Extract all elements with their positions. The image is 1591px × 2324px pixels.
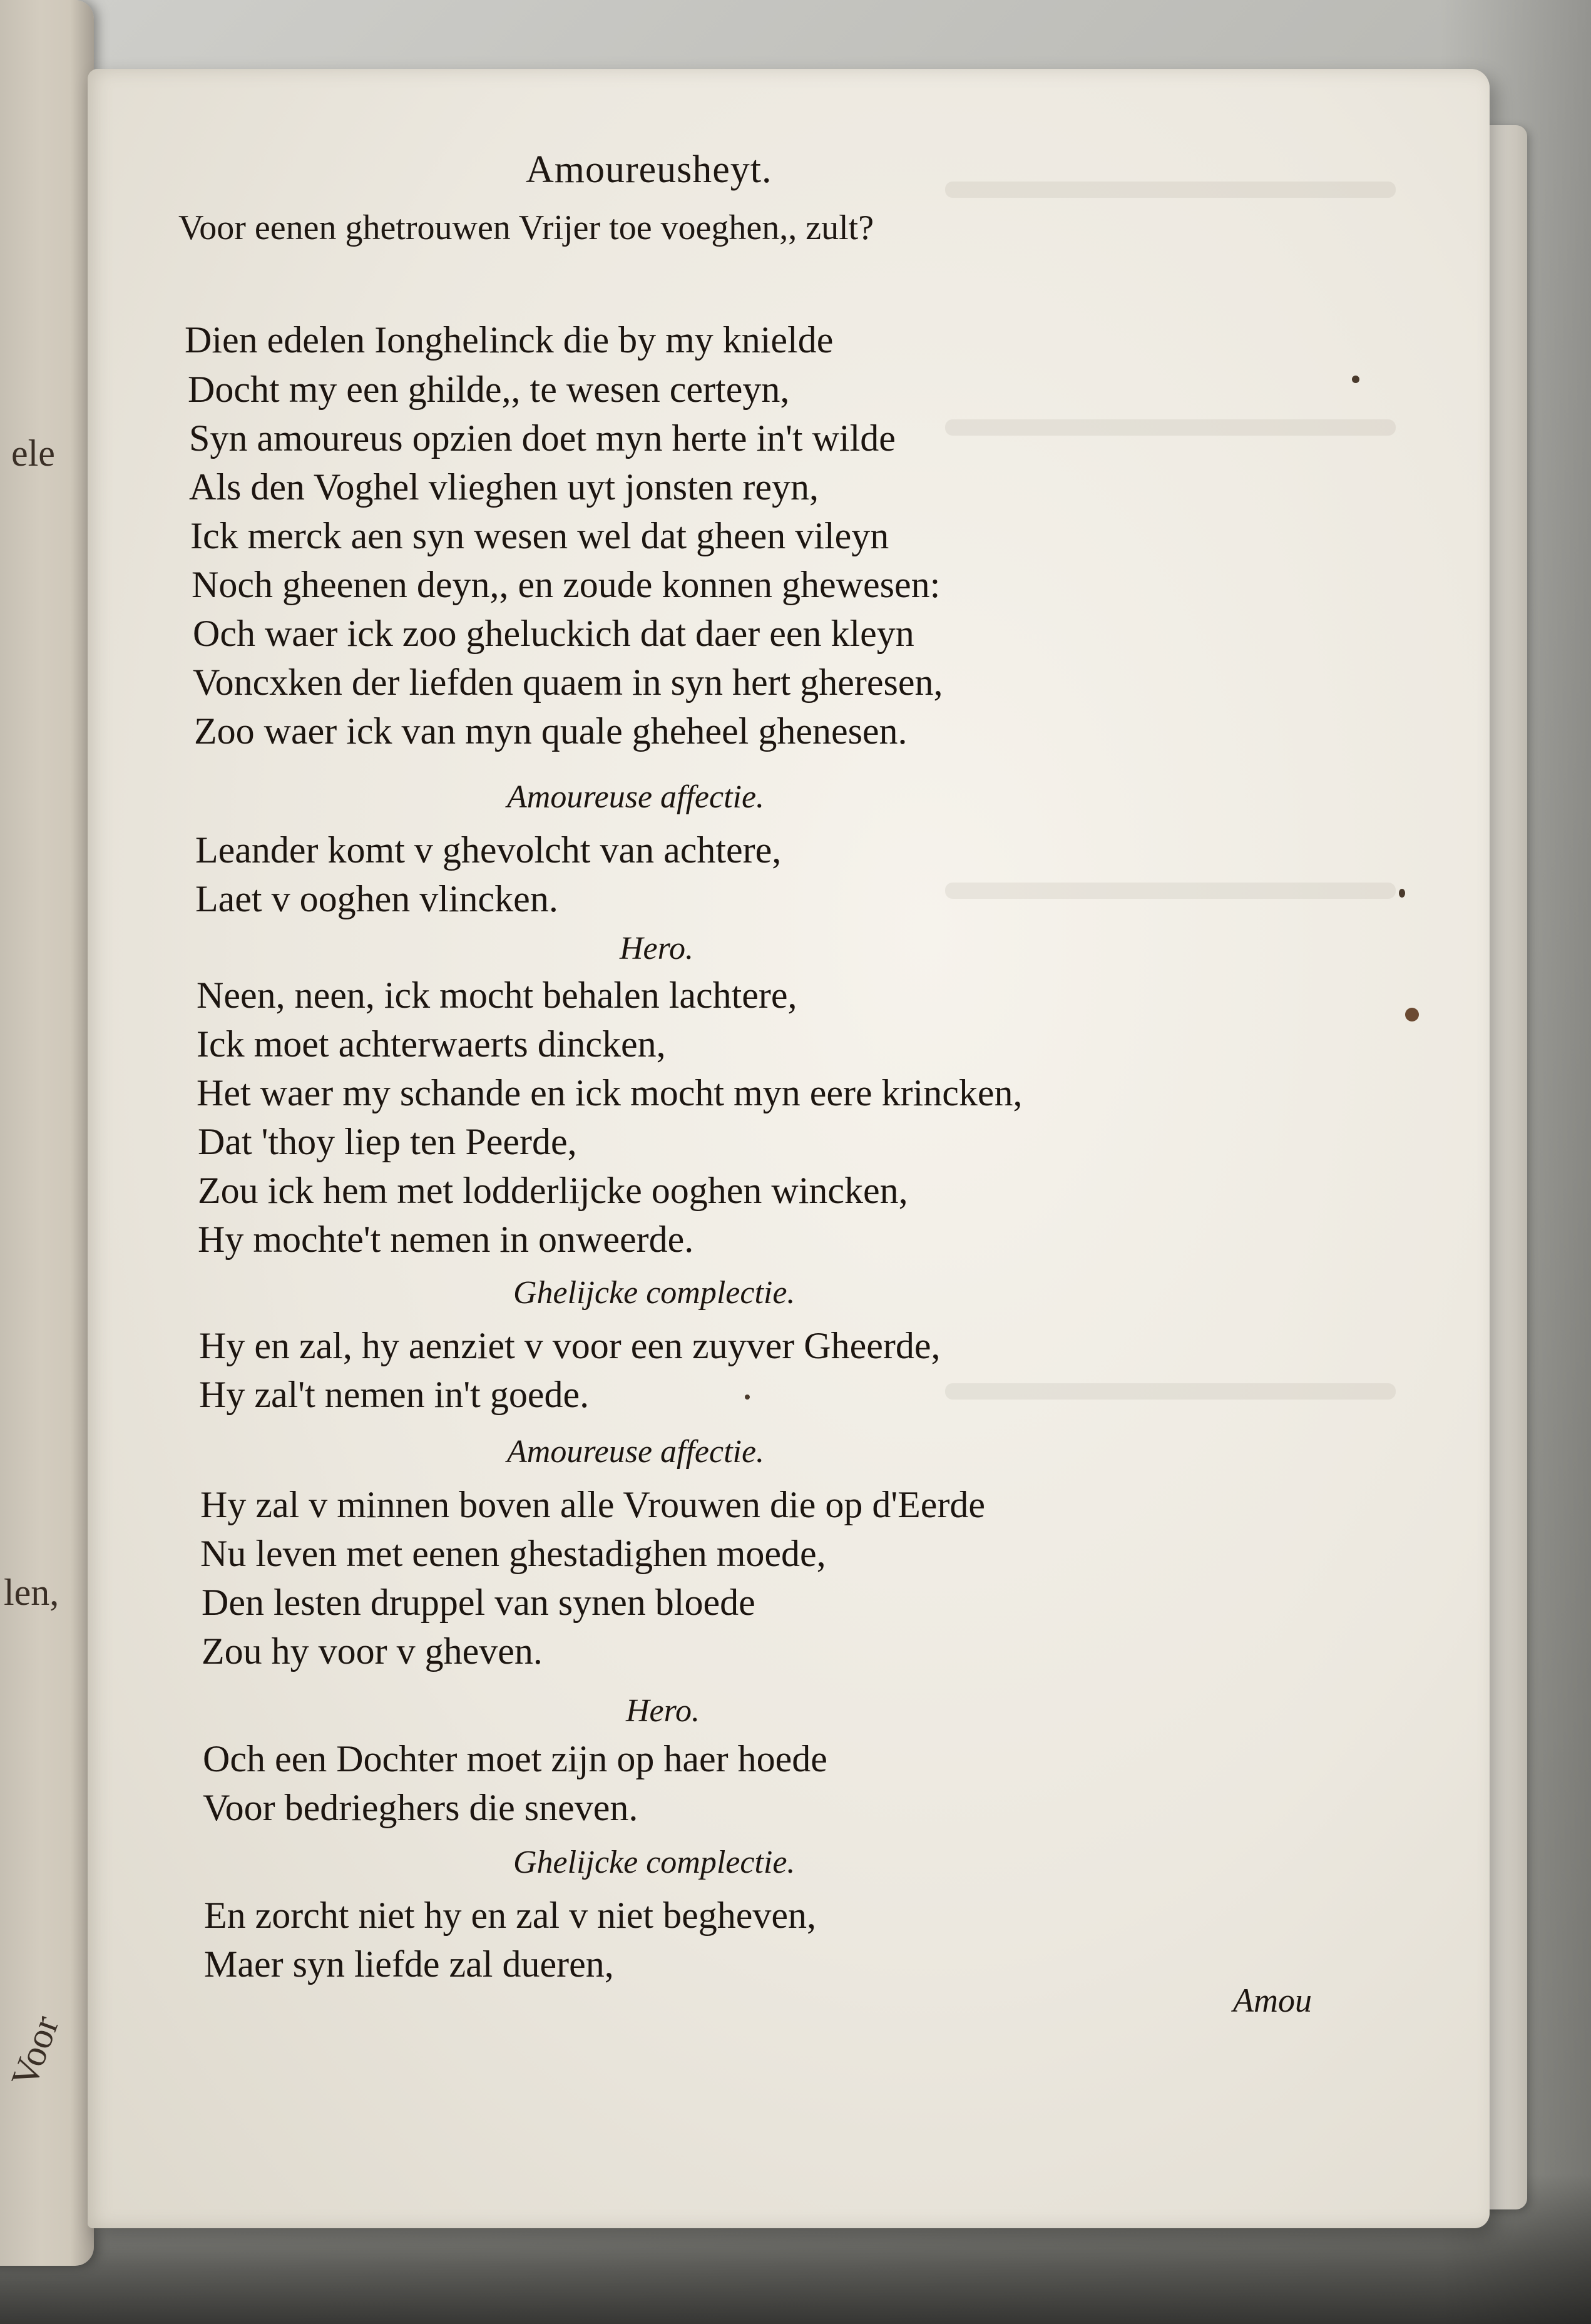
verse-line: Zou ick hem met lodderlijcke ooghen wincken, [198, 1170, 908, 1211]
verse-line: Neen, neen, ick mocht behalen lachtere, [197, 975, 797, 1016]
verse-line: Hy en zal, hy aenziet v voor een zuyver Gheerde, [199, 1325, 941, 1366]
verse-line: Ick moet achterwaerts dincken, [197, 1023, 666, 1065]
verse-line: Maer syn liefde zal dueren, [204, 1943, 614, 1985]
verse-line: Zou hy voor v gheven. [202, 1630, 543, 1672]
ink-spot [745, 1395, 750, 1400]
verse-line: Noch gheenen deyn,, en zoude konnen ghewesen: [192, 564, 941, 605]
running-header: Amoureusheyt. [526, 148, 772, 191]
verse-line: Hy zal't nemen in't goede. [199, 1374, 590, 1415]
verse-line: Als den Voghel vlieghen uyt jonsten reyn, [189, 466, 819, 508]
left-page-edge [0, 0, 94, 2266]
verse-line: Dien edelen Ionghelinck die by my knielde [185, 319, 834, 361]
speaker-label: Amoureuse affectie. [507, 779, 765, 815]
left-page-fragment: Voor [3, 2010, 67, 2092]
verse-line: Het waer my schande en ick mocht myn eere krincken, [197, 1072, 1023, 1113]
show-through [945, 182, 1396, 198]
show-through [945, 419, 1396, 436]
speaker-label: Hero. [620, 931, 693, 966]
verse-line: Voncxken der liefden quaem in syn hert gheresen, [193, 662, 943, 703]
speaker-label: Ghelijcke complectie. [513, 1845, 796, 1880]
verse-line: En zorcht niet hy en zal v niet begheven, [204, 1895, 816, 1936]
speaker-label: Hero. [626, 1693, 700, 1729]
verse-line: Laet v ooghen vlincken. [195, 878, 558, 919]
catchword: Amou [1233, 1982, 1312, 2019]
verse-line: Ick merck aen syn wesen wel dat gheen vileyn [190, 515, 889, 556]
show-through [945, 1383, 1396, 1400]
verse-line: Dat 'thoy liep ten Peerde, [198, 1121, 577, 1162]
verse-line: Leander komt v ghevolcht van achtere, [195, 829, 782, 871]
left-page-fragment: len, [4, 1572, 59, 1613]
verse-line: Hy mochte't nemen in onweerde. [198, 1219, 694, 1260]
verse-line: Den lesten druppel van synen bloede [202, 1582, 755, 1623]
speaker-label: Ghelijcke complectie. [513, 1275, 796, 1311]
foxing-spot [1405, 1008, 1419, 1021]
speaker-label: Amoureuse affectie. [507, 1434, 765, 1470]
section-heading: Voor eenen ghetrouwen Vrijer toe voeghen,, zult? [178, 208, 874, 247]
verse-line: Nu leven met eenen ghestadighen moede, [200, 1533, 826, 1574]
ink-spot [1352, 376, 1359, 383]
book-page [88, 69, 1490, 2228]
verse-line: Hy zal v minnen boven alle Vrouwen die op d'Eerde [200, 1484, 986, 1525]
ink-spot [1399, 889, 1405, 898]
verse-line: Och waer ick zoo gheluckich dat daer een kleyn [193, 613, 914, 654]
verse-line: Voor bedrieghers die sneven. [203, 1787, 638, 1828]
verse-line: Och een Dochter moet zijn op haer hoede [203, 1738, 827, 1779]
verse-line: Zoo waer ick van myn quale gheheel ghenesen. [194, 710, 908, 752]
left-page-fragment: ele [11, 433, 55, 474]
verse-line: Docht my een ghilde,, te wesen certeyn, [188, 369, 790, 410]
verse-line: Syn amoureus opzien doet myn herte in't wilde [189, 417, 896, 459]
show-through [945, 883, 1396, 899]
